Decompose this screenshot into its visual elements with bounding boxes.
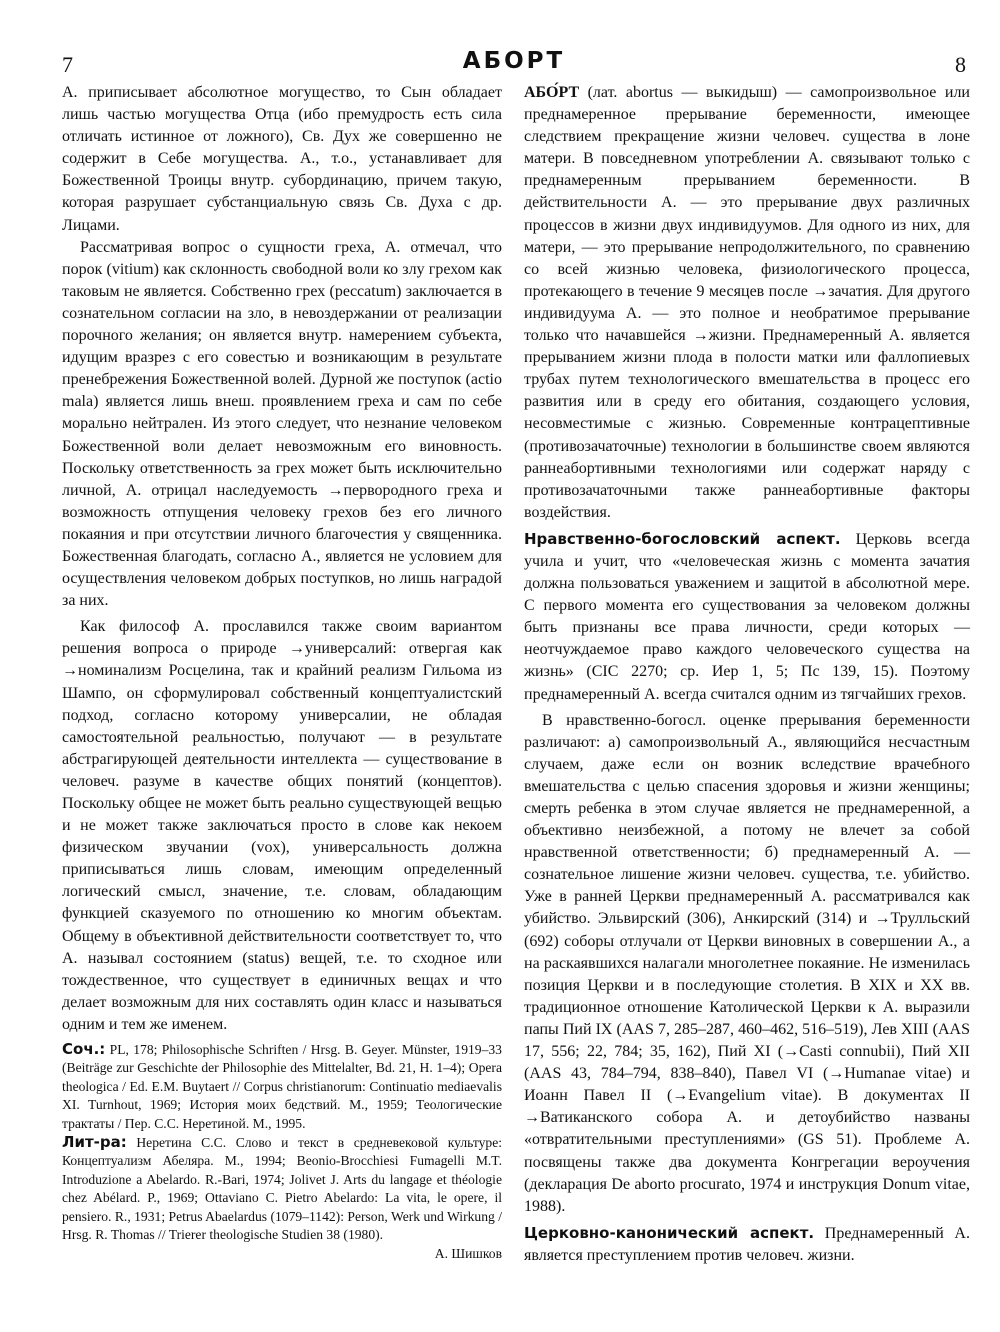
section-canonical-text: Преднамеренный А. является преступлением против человеч. жизни. bbox=[524, 1224, 970, 1264]
works-text: PL, 178; Philosophische Schriften / Hrsg. B. Geyer. Münster, 1919–33 (Beiträge zur Geschichte der Philosophie des Mittelalter, Bd. 21, H. 1–4); Opera theologica / Ed. E.M. Buytaert // Corpus christianorum: Continuatio mediaevalis XI. Turnhout, 1969; История моих бедствий. М., 1959; Теологические трактаты / Пер. С.С. Неретиной. М., 1995. bbox=[62, 1042, 502, 1131]
left-column bbox=[62, 82, 502, 1263]
section-canonical bbox=[524, 1222, 970, 1267]
left-paragraph-3: Как философ А. прославился также своим вариантом решения вопроса о природе →универсалий: отвергая как →номинализм Росцелина, так и крайний реализм Гильома из Шампо, он сформулировал собственный концептуалистский подход, согласно которому универсалии, не обладая самостоятельной реальностью, получают — в результате абстрагирующей деятельности интеллекта — существование в человеч. разуме в качестве общих понятий (концептов). Поскольку общее не может быть реально существующей вещью и не может также заключаться просто в слове как некоем физическом звучании (vox), универсальность должна приписываться лишь словам, имеющим определенный логический смысл, значение, т.е. словам, обладающим функцией сказуемого по отношению ко многим объектам. Общему в объективной действительности соответствует то, что А. называл состоянием (status) вещей, т.е. то сходное или тождественное, что существует в единичных вещах и что делает возможным для них составлять один класс и называться одним и тем же именем. bbox=[62, 618, 502, 1033]
works-label: Соч.: bbox=[62, 1040, 106, 1059]
literature-reference bbox=[62, 1133, 502, 1244]
headword: АБО́РТ bbox=[524, 84, 580, 101]
entry-intro bbox=[524, 82, 970, 524]
page-header bbox=[60, 48, 968, 82]
section-moral-theology bbox=[524, 528, 970, 706]
moral-evaluation-paragraph: В нравственно-богосл. оценке прерывания беременности различают: а) самопроизвольный А., являющийся несчастным случаем, даже если он возник вследствие врачебного вмешательства с целью спасения здоровья и жизни женщины; смерть ребенка в этом случае является не преднамеренной, а объективно неизбежной, а потому не влечет за собой нравственной ответственности; б) преднамеренный А. — сознательное лишение жизни человеч. существа, т.е. убийство. Уже в ранней Церкви преднамеренный А. рассматривался как убийство. Эльвирский (306), Анкирский (314) и →Трулльский (692) соборы отлучали от Церкви виновных в совершении А., а на раскаявшихся налагали многолетнее покаяние. Не изменилась позиция Церкви и в последующие столетия. В XIX и XX вв. традиционное отношение Католической Церкви к А. выразили папы Пий IX (AAS 7, 285–287, 460–462, 516–519), Лев XIII (AAS 17, 556; 22, 784; 35, 162), Пий XI (→Casti connubii), Пий XII (AAS 43, 784–794, 838–840), Павел VI (→Humanae vitae) и Иоанн Павел II (→Evangelium vitae). В документах II →Ватиканского собора А. и детоубийство названы «отвратительными преступлениями» (GS 51). Проблеме А. посвящены также два документа Конгрегации вероучения (декларация De aborto procurato, 1974 и инструкция Donum vitae, 1988). bbox=[524, 711, 970, 1215]
entry-intro-text: (лат. abortus — выкидыш) — самопроизвольное или преднамеренное прерывание беременности, имеющее следствием прекращение жизни человеч. существа в лоне матери. В повседневном употреблении А. связывают только с преднамеренным прерыванием беременности. В действительности А. — это прерывание двух различных процессов в жизни двух индивидуумов. Для одного из них, для матери, — это прерывание непродолжительного, по сравнению со всей жизнью человека, физиологического процесса, протекающего в течение 9 месяцев после →зачатия. Для другого индивидуума А. — это полное и необратимое прерывание только что начавшейся →жизни. Преднамеренный А. является прерыванием жизни плода в полости матки или фаллопиевых трубах путем технологического вмешательства в процесс его развития или в среду его обитания, создающего условия, несовместимые с жизнью. Современные контрацептивные (противозачаточные) технологии в большинстве своем являются раннеабортивными технологиями или содержат наряду с противозачаточными также раннеабортивные факторы воздействия. bbox=[524, 84, 970, 521]
author-signature: А. Шишков bbox=[434, 1245, 502, 1261]
works-reference bbox=[62, 1040, 502, 1133]
section-moral-theology-text: Церковь всегда учила и учит, что «человеческая жизнь с момента зачатия должна пользоваться уважением и защитой в абсолютной мере. С первого момента его существования за человеком должны быть признаны все права личности, среди которых — неотчуждаемое право каждого человеческого существа на жизнь» (CIC 2270; ср. Иер 1, 5; Пс 139, 15). Поэтому преднамеренный А. всегда считался одним из тягчайших грехов. bbox=[524, 530, 971, 703]
page-number-left: 7 bbox=[62, 52, 73, 77]
left-paragraph-2: Рассматривая вопрос о сущности греха, А. отмечал, что порок (vitium) как склонность свободной воли ко злу грехом как таковым не является. Собственно грех (peccatum) заключается в сознательном согласии на зло, в невоздержании от реализации порочного желания; он является внутр. намерением субъекта, идущим вразрез с его совестью и возникающим в результате пренебрежения Божественной волей. Дурной же поступок (actio mala) является лишь внеш. проявлением греха и сам по себе морально нейтрален. Из этого следует, что незнание человеком Божественной воли делает невозможным его виновность. Поскольку ответственность за грех может быть исключительно личной, А. отрицал наследуемость →первородного греха и возможность отпущения человеку грехов без его личного покаяния и при отсутствии личного благочестия у священника. Божественная благодать, согласно А., является не условием для осуществления человеком добрых поступков, но лишь наградой за них. bbox=[62, 238, 502, 610]
section-canonical-title: Церковно-канонический аспект. bbox=[524, 1223, 815, 1242]
right-column bbox=[524, 82, 970, 1267]
page-number-right: 8 bbox=[955, 52, 966, 77]
literature-text: Неретина С.С. Слово и текст в средневековой культуре: Концептуализм Абеляра. М., 1994; Beonio-Brocchiesi Fumagelli M.T. Introduzione a Abelardo. R.-Bari, 1974; Jolivet J. Arts du langage et théologie chez Abélard. P., 1969; Ottaviano C. Pietro Abelardo: La vita, le opere, il pensiero. R., 1931; Petrus Abaelardus (1079–1142): Person, Werk und Wirkung / Hrsg. R. Thomas // Trierer theologische Studien 38 (1980). bbox=[62, 1135, 503, 1243]
running-head-title: АБОРТ bbox=[462, 48, 566, 74]
left-paragraph-1: А. приписывает абсолютное могущество, то Сын обладает лишь частью могущества Отца (ибо премудрость есть сила отличать истинное от ложного), Св. Дух же совершенно не содержит в Себе могущества. А., т.о., устанавливает для Божественной Троицы внутр. субординацию, причем такую, которая разрушает субстанциальную связь Св. Духа с др. Лицами. bbox=[62, 84, 502, 234]
literature-label: Лит-ра: bbox=[62, 1133, 127, 1152]
section-moral-theology-title: Нравственно-богословский аспект. bbox=[524, 529, 841, 548]
